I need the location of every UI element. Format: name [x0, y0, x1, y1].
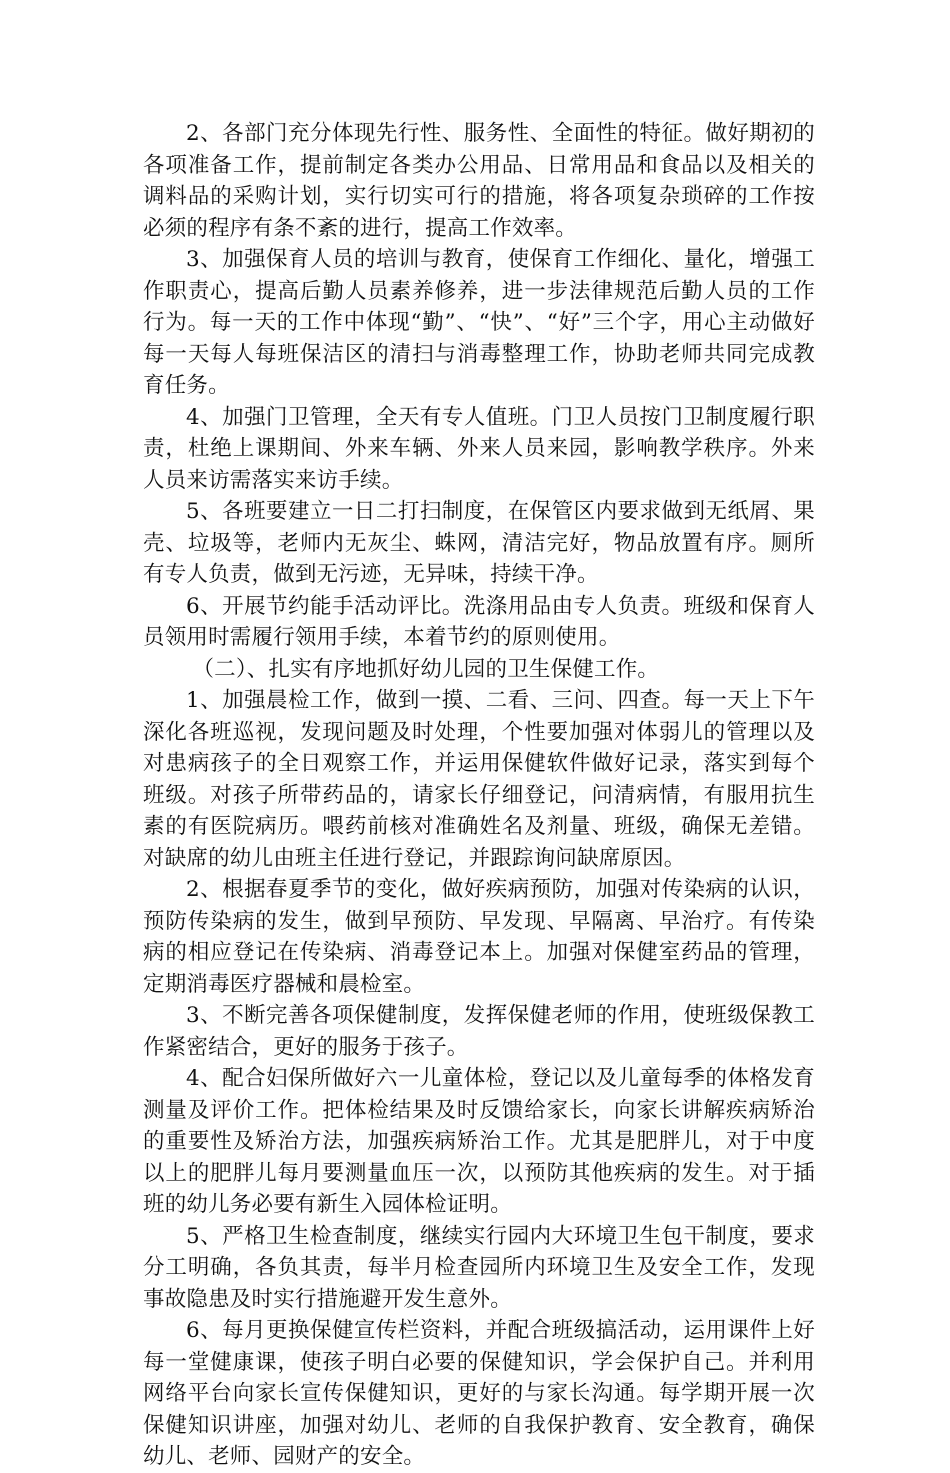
paragraph-item-4: 4、加强门卫管理，全天有专人值班。门卫人员按门卫制度履行职责，杜绝上课期间、外来车辆、外来人员来园，影响教学秩序。外来人员来访需落实来访手续。	[143, 404, 815, 493]
health-paragraph-5: 5、严格卫生检查制度，继续实行园内大环境卫生包干制度，要求分工明确，各负其责，每半月检查园所内环境卫生及安全工作，发现事故隐患及时实行措施避开发生意外。	[143, 1223, 815, 1312]
paragraph-item-3: 3、加强保育人员的培训与教育，使保育工作细化、量化，增强工作职责心，提高后勤人员素养修养，进一步法律规范后勤人员的工作行为。每一天的工作中体现“勤”、“快”、“好”三个字，用心主动做好每一天每人每班保洁区的清扫与消毒整理工作，协助老师共同完成教育任务。	[143, 247, 815, 398]
health-paragraph-3: 3、不断完善各项保健制度，发挥保健老师的作用，使班级保教工作紧密结合，更好的服务于孩子。	[143, 1003, 815, 1060]
health-paragraph-2: 2、根据春夏季节的变化，做好疾病预防，加强对传染病的认识，预防传染病的发生，做到早预防、早发现、早隔离、早治疗。有传染病的相应登记在传染病、消毒登记本上。加强对保健室药品的管理，定期消毒医疗器械和晨检室。	[143, 877, 815, 997]
paragraph-item-2: 2、各部门充分体现先行性、服务性、全面性的特征。做好期初的各项准备工作，提前制定各类办公用品、日常用品和食品以及相关的调料品的采购计划，实行切实可行的措施，将各项复杂琐碎的工作按必须的程序有条不紊的进行，提高工作效率。	[143, 121, 815, 241]
health-paragraph-6: 6、每月更换保健宣传栏资料，并配合班级搞活动，运用课件上好每一堂健康课，使孩子明白必要的保健知识，学会保护自己。并利用网络平台向家长宣传保健知识，更好的与家长沟通。每学期开展一次保健知识讲座，加强对幼儿、老师的自我保护教育、安全教育，确保幼儿、老师、园财产的安全。	[143, 1318, 815, 1469]
health-paragraph-4: 4、配合妇保所做好六一儿童体检，登记以及儿童每季的体格发育测量及评价工作。把体检结果及时反馈给家长，向家长讲解疾病矫治的重要性及矫治方法，加强疾病矫治工作。尤其是肥胖儿，对于中度以上的肥胖儿每月要测量血压一次，以预防其他疾病的发生。对于插班的幼儿务必要有新生入园体检证明。	[143, 1066, 815, 1217]
health-paragraph-1: 1、加强晨检工作，做到一摸、二看、三问、四查。每一天上下午深化各班巡视，发现问题及时处理，个性要加强对体弱儿的管理以及对患病孩子的全日观察工作，并运用保健软件做好记录，落实到每个班级。对孩子所带药品的，请家长仔细登记，问清病情，有服用抗生素的有医院病历。喂药前核对准确姓名及剂量、班级，确保无差错。对缺席的幼儿由班主任进行登记，并跟踪询问缺席原因。	[143, 688, 815, 871]
paragraph-item-5: 5、各班要建立一日二打扫制度，在保管区内要求做到无纸屑、果壳、垃圾等，老师内无灰尘、蛛网，清洁完好，物品放置有序。厕所有专人负责，做到无污迹，无异味，持续干净。	[143, 499, 815, 587]
document-body	[143, 118, 815, 1473]
section-heading: （二）、扎实有序地抓好幼儿园的卫生保健工作。	[192, 656, 660, 682]
paragraph-item-6: 6、开展节约能手活动评比。洗涤用品由专人负责。班级和保育人员领用时需履行领用手续，本着节约的原则使用。	[143, 593, 815, 650]
